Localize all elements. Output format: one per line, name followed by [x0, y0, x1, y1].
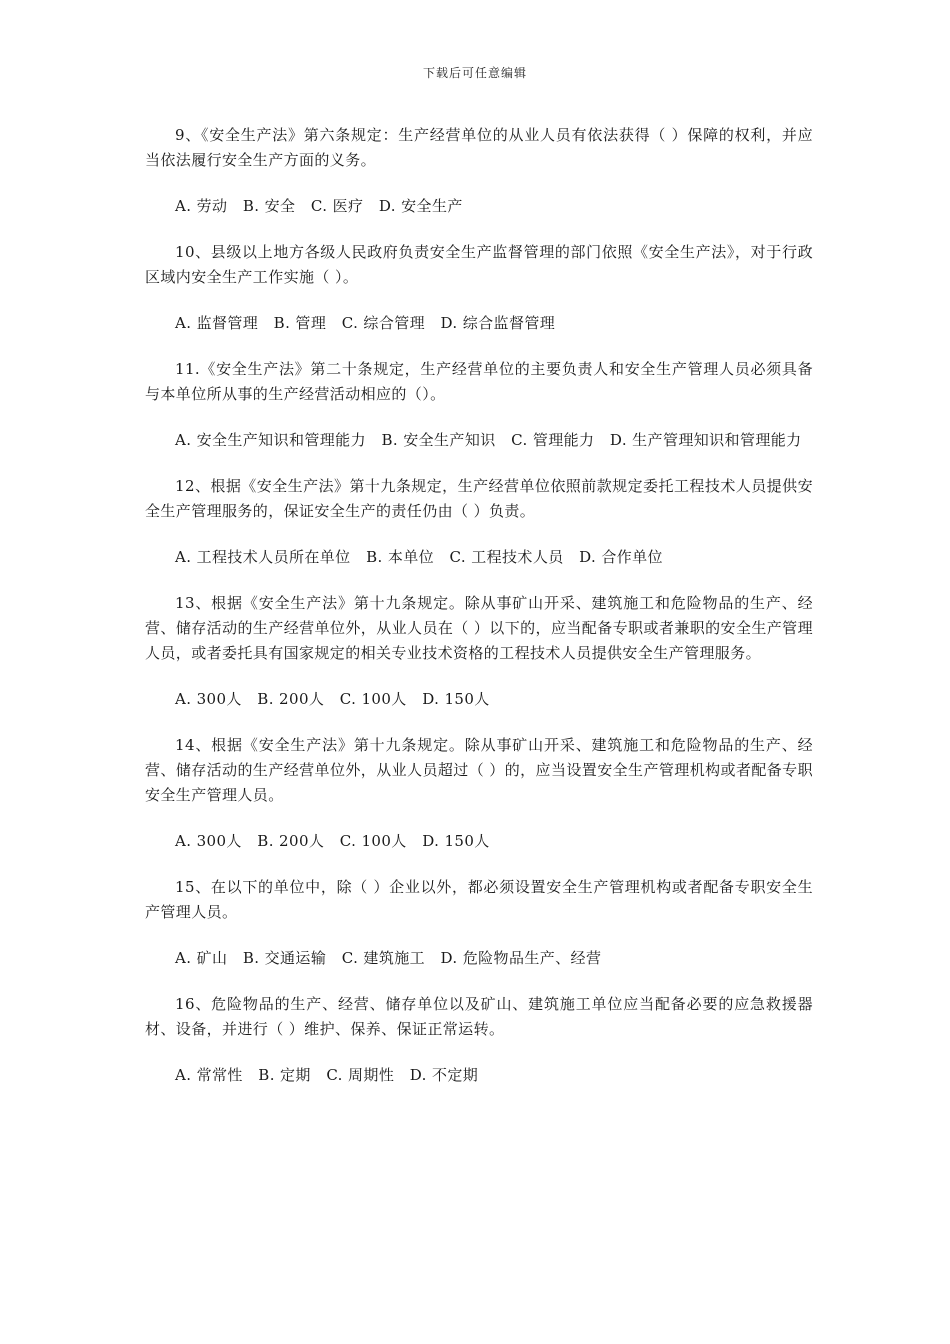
question-text: 9、《安全生产法》第六条规定：生产经营单位的从业人员有依法获得（ ）保障的权利，并应当依法履行安全生产方面的义务。: [145, 126, 813, 169]
answer-options: A. 矿山 B. 交通运输 C. 建筑施工 D. 危险物品生产、经营: [175, 949, 602, 967]
answer-options: A. 300人 B. 200人 C. 100人 D. 150人: [175, 690, 490, 708]
question-text: 13、根据《安全生产法》第十九条规定。除从事矿山开采、建筑施工和危险物品的生产、经营、储存活动的生产经营单位外，从业人员在（ ）以下的，应当配备专职或者兼职的安全生产管理人员，或者委托具有国家规定的相关专业技术资格的工程技术人员提供安全生产管理服务。: [145, 594, 813, 662]
answer-options: A. 工程技术人员所在单位 B. 本单位 C. 工程技术人员 D. 合作单位: [175, 548, 663, 566]
question-text: 12、根据《安全生产法》第十九条规定，生产经营单位依照前款规定委托工程技术人员提供安全生产管理服务的，保证安全生产的责任仍由（ ）负责。: [145, 477, 813, 520]
answer-options: A. 300人 B. 200人 C. 100人 D. 150人: [175, 832, 490, 850]
question-text: 11.《安全生产法》第二十条规定，生产经营单位的主要负责人和安全生产管理人员必须具备与本单位所从事的生产经营活动相应的（）。: [145, 360, 813, 403]
answer-options: A. 安全生产知识和管理能力 B. 安全生产知识 C. 管理能力 D. 生产管理知识和管理能力: [175, 431, 802, 449]
question-list: [145, 123, 813, 1109]
header-note: 下载后可任意编辑: [422, 66, 527, 80]
answer-options: A. 劳动 B. 安全 C. 医疗 D. 安全生产: [175, 197, 463, 215]
answer-options: A. 监督管理 B. 管理 C. 综合管理 D. 综合监督管理: [175, 314, 556, 332]
question-text: 10、县级以上地方各级人民政府负责安全生产监督管理的部门依照《安全生产法》，对于行政区域内安全生产工作实施（ ）。: [145, 243, 813, 286]
question-text: 15、在以下的单位中，除（ ）企业以外，都必须设置安全生产管理机构或者配备专职安全生产管理人员。: [145, 878, 813, 921]
answer-options: A. 常常性 B. 定期 C. 周期性 D. 不定期: [175, 1066, 479, 1084]
question-text: 14、根据《安全生产法》第十九条规定。除从事矿山开采、建筑施工和危险物品的生产、经营、储存活动的生产经营单位外，从业人员超过（ ）的，应当设置安全生产管理机构或者配备专职安全生产管理人员。: [145, 736, 813, 804]
question-text: 16、危险物品的生产、经营、储存单位以及矿山、建筑施工单位应当配备必要的应急救援器材、设备，并进行（ ）维护、保养、保证正常运转。: [145, 995, 813, 1038]
